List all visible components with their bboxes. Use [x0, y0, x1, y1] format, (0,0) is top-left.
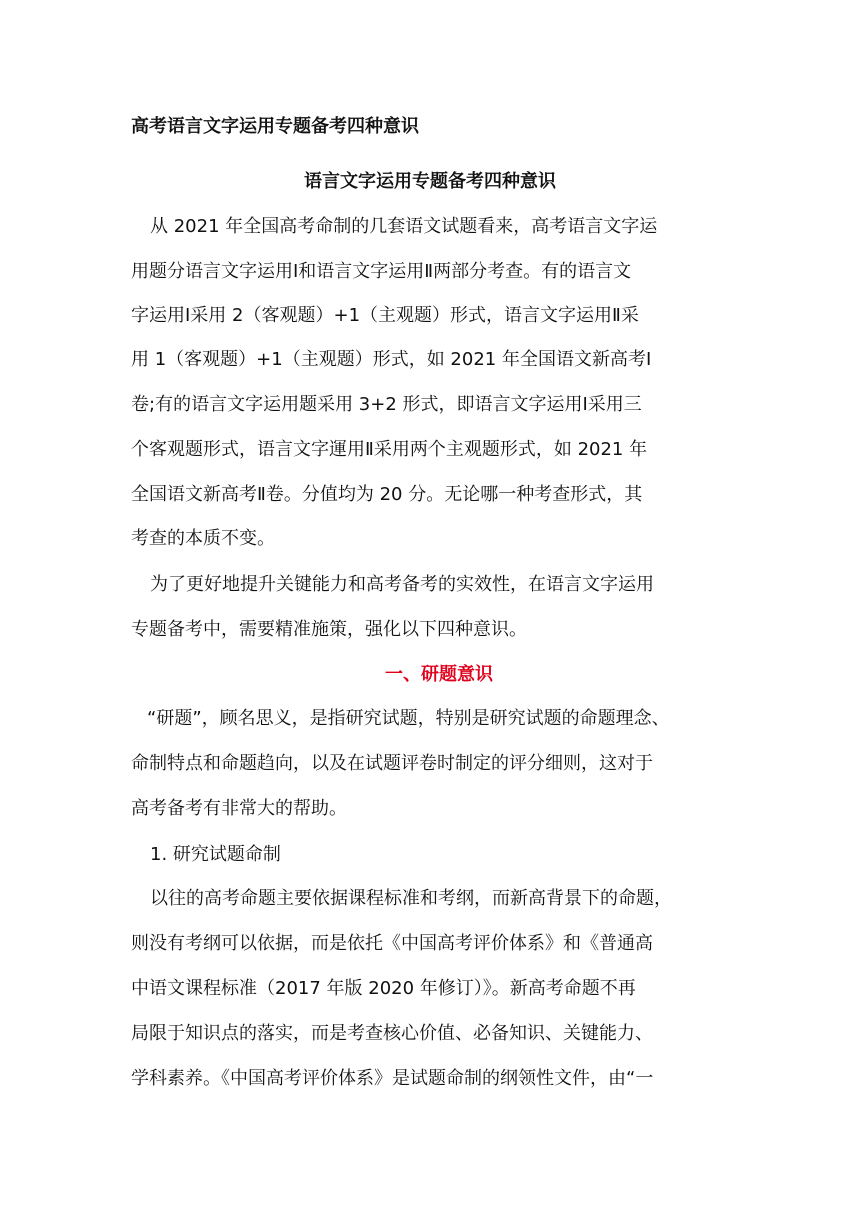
paragraph-3-line: 高考备考有非常大的帮助。	[131, 798, 347, 819]
paragraph-2-line: 专题备考中，需要精准施策，强化以下四种意识。	[131, 619, 527, 640]
paragraph-4-line: 局限于知识点的落实，而是考查核心价值、必备知识、关键能力、	[131, 1023, 653, 1044]
paragraph-1-line: 从 2021 年全国高考命制的几套语文试题看来，高考语言文字运	[150, 216, 658, 237]
paragraph-4-line: 中语文课程标准（2017 年版 2020 年修订）》。新高考命题不再	[131, 978, 636, 999]
paragraph-4-line: 则没有考纲可以依据，而是依托《中国高考评价体系》和《普通高	[131, 933, 653, 954]
document-header-title: 高考语言文字运用专题备考四种意识	[131, 116, 419, 137]
paragraph-1-line: 全国语文新高考Ⅱ卷。分值均为 20 分。无论哪一种考查形式，其	[131, 484, 643, 505]
paragraph-1-line: 用 1（客观题）+1（主观题）形式，如 2021 年全国语文新高考Ⅰ	[131, 349, 652, 370]
paragraph-3-line: 命制特点和命题趋向，以及在试题评卷时制定的评分细则，这对于	[131, 753, 653, 774]
paragraph-1-line: 考查的本质不变。	[131, 528, 275, 549]
article-title: 语言文字运用专题备考四种意识	[304, 171, 556, 192]
paragraph-2-line: 为了更好地提升关键能力和高考备考的实效性，在语言文字运用	[150, 574, 654, 595]
subheading-1: 1. 研究试题命制	[150, 844, 281, 865]
paragraph-1-line: 字运用Ⅰ采用 2（客观题）+1（主观题）形式，语言文字运用Ⅱ采	[131, 305, 639, 326]
paragraph-4-line: 以往的高考命题主要依据课程标准和考纲，而新高背景下的命题，	[150, 888, 672, 909]
paragraph-4-line: 学科素养。《中国高考评价体系》是试题命制的纲领性文件，由“一	[131, 1068, 654, 1089]
paragraph-1-line: 卷;有的语言文字运用题采用 3+2 形式，即语言文字运用Ⅰ采用三	[131, 394, 642, 415]
section-heading-1: 一、研题意识	[385, 664, 493, 685]
paragraph-1-line: 用题分语言文字运用Ⅰ和语言文字运用Ⅱ两部分考查。有的语言文	[131, 261, 632, 282]
paragraph-3-line: “研题”，顾名思义，是指研究试题，特别是研究试题的命题理念、	[147, 708, 670, 729]
paragraph-1-line: 个客观题形式，语言文字運用Ⅱ采用两个主观题形式，如 2021 年	[131, 439, 648, 460]
